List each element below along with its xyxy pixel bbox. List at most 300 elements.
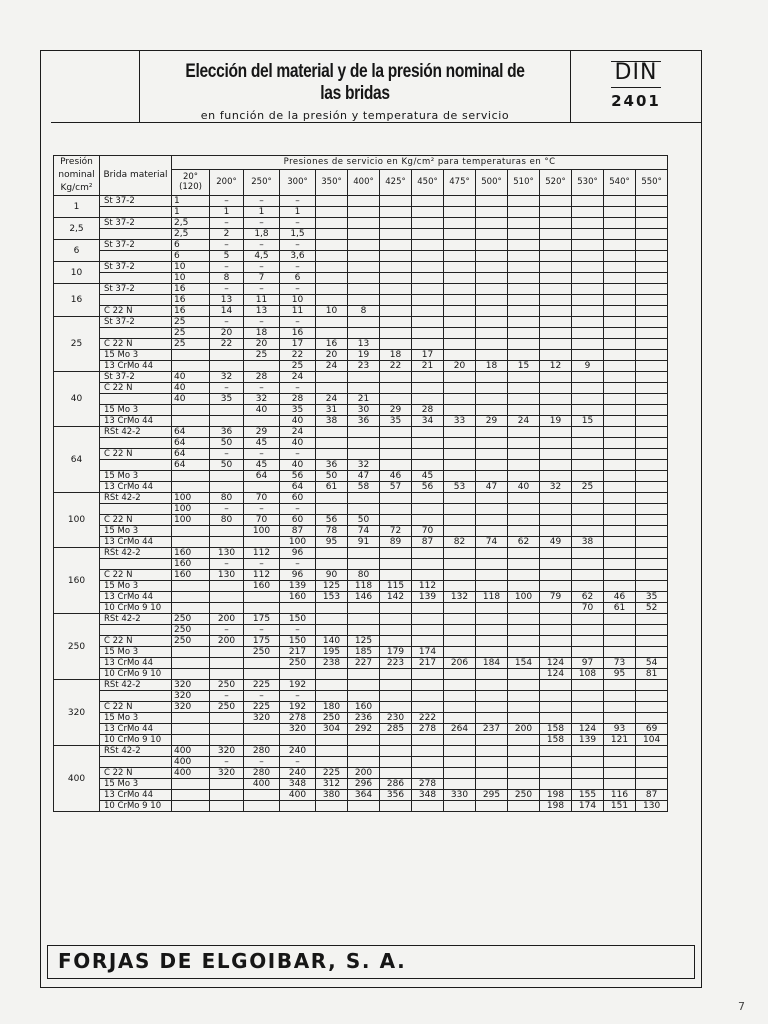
pressure-value-cell xyxy=(412,746,444,757)
pressure-value-cell xyxy=(280,801,316,812)
pressure-value-cell xyxy=(316,680,348,691)
pressure-value-cell xyxy=(476,625,508,636)
pressure-value-cell xyxy=(412,218,444,229)
material-cell: St 37-2 xyxy=(100,317,172,328)
pressure-value-cell xyxy=(508,460,540,471)
pressure-value-cell xyxy=(348,669,380,680)
pressure-value-cell xyxy=(444,801,476,812)
pressure-value-cell xyxy=(476,328,508,339)
pressure-value-cell xyxy=(508,614,540,625)
pressure-value-cell xyxy=(636,328,668,339)
pressure-value-cell xyxy=(508,779,540,790)
pressure-value-cell xyxy=(444,493,476,504)
pressure-value-cell: 64 xyxy=(280,482,316,493)
pressure-value-cell: 50 xyxy=(316,471,348,482)
pressure-value-cell: 79 xyxy=(540,592,572,603)
pressure-value-cell: 29 xyxy=(380,405,412,416)
pressure-value-cell xyxy=(508,438,540,449)
pressure-value-cell xyxy=(508,196,540,207)
pressure-value-cell xyxy=(604,471,636,482)
pressure-value-cell: 13 xyxy=(244,306,280,317)
pressure-value-cell xyxy=(636,702,668,713)
material-cell: RSt 42-2 xyxy=(100,548,172,559)
pressure-value-cell xyxy=(412,449,444,460)
table-row xyxy=(54,801,668,812)
pressure-value-cell xyxy=(604,768,636,779)
pressure-value-cell xyxy=(380,636,412,647)
pressure-value-cell xyxy=(540,196,572,207)
pressure-value-cell xyxy=(604,394,636,405)
pressure-value-cell xyxy=(604,405,636,416)
pressure-value-cell xyxy=(572,383,604,394)
pressure-value-cell: 28 xyxy=(280,394,316,405)
pressure-value-cell xyxy=(604,691,636,702)
pressure-value-cell: 400 xyxy=(244,779,280,790)
pressure-value-cell xyxy=(244,790,280,801)
pressure-value-cell xyxy=(348,218,380,229)
pressure-value-cell: 4,5 xyxy=(244,251,280,262)
pressure-value-cell xyxy=(508,504,540,515)
pressure-value-cell xyxy=(348,240,380,251)
pressure-value-cell: – xyxy=(244,449,280,460)
pressure-value-cell: 10 xyxy=(172,262,210,273)
pressure-value-cell xyxy=(508,493,540,504)
header-brida: Brida material xyxy=(100,156,172,196)
pressure-value-cell xyxy=(540,207,572,218)
pressure-value-cell xyxy=(604,416,636,427)
pressure-value-cell xyxy=(540,317,572,328)
pressure-value-cell xyxy=(604,537,636,548)
pressure-value-cell xyxy=(508,548,540,559)
pressure-value-cell xyxy=(572,405,604,416)
din-label: DIN xyxy=(614,60,658,85)
pressure-value-cell xyxy=(348,735,380,746)
pressure-value-cell xyxy=(508,262,540,273)
pressure-value-cell: 46 xyxy=(604,592,636,603)
pressure-value-cell xyxy=(572,779,604,790)
pressure-value-cell xyxy=(540,284,572,295)
pressure-value-cell xyxy=(172,471,210,482)
pressure-value-cell xyxy=(444,273,476,284)
temp-header-cell: 425° xyxy=(380,169,412,195)
pressure-value-cell: 320 xyxy=(172,702,210,713)
pressure-value-cell xyxy=(476,350,508,361)
pressure-value-cell xyxy=(636,779,668,790)
material-cell: St 37-2 xyxy=(100,240,172,251)
pressure-value-cell: 250 xyxy=(210,680,244,691)
pressure-value-cell xyxy=(604,295,636,306)
pressure-value-cell: 238 xyxy=(316,658,348,669)
pressure-value-cell xyxy=(316,240,348,251)
nominal-pressure-cell: 2,5 xyxy=(54,218,100,240)
pressure-value-cell xyxy=(476,427,508,438)
pressure-value-cell xyxy=(540,460,572,471)
pressure-value-cell: – xyxy=(280,559,316,570)
pressure-value-cell: 64 xyxy=(172,438,210,449)
pressure-value-cell: 320 xyxy=(172,680,210,691)
pressure-value-cell xyxy=(540,757,572,768)
temp-header-cell: 20° (120) xyxy=(172,169,210,195)
pressure-value-cell: 236 xyxy=(348,713,380,724)
pressure-value-cell: 70 xyxy=(412,526,444,537)
pressure-value-cell: 154 xyxy=(508,658,540,669)
pressure-value-cell: 97 xyxy=(572,658,604,669)
pressure-value-cell xyxy=(348,801,380,812)
pressure-value-cell xyxy=(540,713,572,724)
table-row xyxy=(54,746,668,757)
pressure-value-cell: 8 xyxy=(210,273,244,284)
pressure-value-cell xyxy=(636,394,668,405)
pressure-value-cell: 56 xyxy=(316,515,348,526)
pressure-value-cell: – xyxy=(244,240,280,251)
pressure-value-cell: 10 xyxy=(280,295,316,306)
pressure-value-cell xyxy=(540,328,572,339)
pressure-value-cell: – xyxy=(280,284,316,295)
pressure-value-cell xyxy=(444,691,476,702)
pressure-value-cell xyxy=(636,526,668,537)
pressure-value-cell: 151 xyxy=(604,801,636,812)
company-name: FORJAS DE ELGOIBAR, S. A. xyxy=(58,949,407,973)
pressure-value-cell: 80 xyxy=(348,570,380,581)
table-row xyxy=(54,438,668,449)
pressure-value-cell xyxy=(636,471,668,482)
material-cell: C 22 N xyxy=(100,768,172,779)
pressure-value-cell xyxy=(412,614,444,625)
pressure-value-cell xyxy=(210,482,244,493)
pressure-value-cell: 112 xyxy=(412,581,444,592)
pressure-value-cell xyxy=(572,757,604,768)
pressure-value-cell xyxy=(348,691,380,702)
pressure-value-cell xyxy=(604,559,636,570)
pressure-value-cell xyxy=(572,713,604,724)
pressure-value-cell xyxy=(348,614,380,625)
pressure-value-cell xyxy=(412,768,444,779)
pressure-value-cell: – xyxy=(210,625,244,636)
pressure-value-cell xyxy=(172,603,210,614)
pressure-value-cell: 158 xyxy=(540,724,572,735)
table-row xyxy=(54,482,668,493)
pressure-value-cell: 64 xyxy=(172,460,210,471)
pressure-value-cell: 72 xyxy=(380,526,412,537)
pressure-value-cell xyxy=(476,636,508,647)
page-mark: 7 xyxy=(738,1000,745,1013)
material-cell: St 37-2 xyxy=(100,372,172,383)
pressure-value-cell: 56 xyxy=(280,471,316,482)
pressure-value-cell xyxy=(572,768,604,779)
pressure-value-cell xyxy=(604,713,636,724)
pressure-value-cell: 223 xyxy=(380,658,412,669)
pressure-value-cell: – xyxy=(244,504,280,515)
pressure-value-cell xyxy=(508,306,540,317)
pressure-value-cell xyxy=(476,471,508,482)
table-row xyxy=(54,295,668,306)
pressure-value-cell xyxy=(636,482,668,493)
pressure-value-cell xyxy=(636,196,668,207)
pressure-value-cell: 36 xyxy=(316,460,348,471)
pressure-value-cell: 160 xyxy=(348,702,380,713)
pressure-value-cell xyxy=(604,207,636,218)
pressure-value-cell xyxy=(412,240,444,251)
material-cell: 13 CrMo 44 xyxy=(100,416,172,427)
pressure-value-cell: 38 xyxy=(572,537,604,548)
pressure-value-cell xyxy=(444,350,476,361)
pressure-value-cell xyxy=(412,801,444,812)
pressure-value-cell xyxy=(540,372,572,383)
pressure-value-cell: 8 xyxy=(348,306,380,317)
pressure-value-cell xyxy=(210,361,244,372)
table-row xyxy=(54,449,668,460)
pressure-value-cell xyxy=(636,548,668,559)
pressure-value-cell xyxy=(604,647,636,658)
temp-header-cell: 250° xyxy=(244,169,280,195)
pressure-value-cell xyxy=(508,394,540,405)
pressure-value-cell: 62 xyxy=(508,537,540,548)
pressure-value-cell: 200 xyxy=(348,768,380,779)
material-cell xyxy=(100,394,172,405)
pressure-value-cell: 280 xyxy=(244,746,280,757)
material-cell xyxy=(100,504,172,515)
pressure-value-cell xyxy=(476,284,508,295)
pressure-value-cell xyxy=(348,317,380,328)
pressure-value-cell: 19 xyxy=(348,350,380,361)
pressure-value-cell: 400 xyxy=(172,768,210,779)
table-row xyxy=(54,647,668,658)
pressure-value-cell xyxy=(316,625,348,636)
pressure-value-cell xyxy=(604,262,636,273)
pressure-value-cell xyxy=(508,273,540,284)
pressure-value-cell: 160 xyxy=(244,581,280,592)
pressure-value-cell xyxy=(210,350,244,361)
pressure-value-cell xyxy=(444,581,476,592)
pressure-value-cell xyxy=(540,427,572,438)
table-row xyxy=(54,339,668,350)
pressure-value-cell xyxy=(604,680,636,691)
pressure-value-cell xyxy=(210,735,244,746)
pressure-value-cell xyxy=(572,427,604,438)
pressure-value-cell xyxy=(380,207,412,218)
pressure-value-cell xyxy=(444,746,476,757)
table-row xyxy=(54,383,668,394)
pressure-value-cell: 70 xyxy=(244,493,280,504)
pressure-value-cell xyxy=(380,427,412,438)
pressure-value-cell: 25 xyxy=(280,361,316,372)
pressure-value-cell xyxy=(348,284,380,295)
pressure-value-cell xyxy=(572,229,604,240)
pressure-value-cell: 20 xyxy=(316,350,348,361)
pressure-value-cell xyxy=(572,196,604,207)
pressure-value-cell xyxy=(316,504,348,515)
material-cell xyxy=(100,559,172,570)
pressure-value-cell: 64 xyxy=(172,449,210,460)
temp-header-cell: 500° xyxy=(476,169,508,195)
pressure-value-cell xyxy=(412,196,444,207)
material-cell: 15 Mo 3 xyxy=(100,647,172,658)
pressure-value-cell: 121 xyxy=(604,735,636,746)
pressure-value-cell xyxy=(540,702,572,713)
pressure-value-cell xyxy=(636,493,668,504)
table-row xyxy=(54,680,668,691)
pressure-value-cell: 150 xyxy=(280,614,316,625)
pressure-value-cell: 58 xyxy=(348,482,380,493)
pressure-value-cell: 296 xyxy=(348,779,380,790)
pressure-value-cell xyxy=(316,757,348,768)
pressure-value-cell xyxy=(380,548,412,559)
pressure-value-cell: 16 xyxy=(172,306,210,317)
pressure-value-cell: 112 xyxy=(244,548,280,559)
pressure-value-cell: 278 xyxy=(412,779,444,790)
pressure-value-cell xyxy=(412,394,444,405)
pressure-value-cell xyxy=(172,537,210,548)
nominal-pressure-cell: 25 xyxy=(54,317,100,372)
pressure-value-cell xyxy=(316,251,348,262)
material-cell: 13 CrMo 44 xyxy=(100,537,172,548)
pressure-value-cell: 7 xyxy=(244,273,280,284)
pressure-value-cell xyxy=(412,570,444,581)
pressure-value-cell: – xyxy=(280,262,316,273)
pressure-value-cell: 155 xyxy=(572,790,604,801)
pressure-value-cell xyxy=(412,702,444,713)
pressure-value-cell xyxy=(172,416,210,427)
pressure-value-cell xyxy=(508,691,540,702)
pressure-value-cell: 139 xyxy=(280,581,316,592)
pressure-value-cell xyxy=(444,768,476,779)
pressure-value-cell xyxy=(540,273,572,284)
pressure-value-cell: 13 xyxy=(210,295,244,306)
pressure-value-cell xyxy=(316,614,348,625)
header xyxy=(51,51,701,123)
pressure-value-cell: 250 xyxy=(244,647,280,658)
pressure-value-cell xyxy=(444,251,476,262)
pressure-value-cell xyxy=(476,317,508,328)
pressure-value-cell xyxy=(636,295,668,306)
pressure-value-cell: 90 xyxy=(316,570,348,581)
pressure-value-cell xyxy=(508,229,540,240)
pressure-value-cell: 11 xyxy=(244,295,280,306)
pressure-value-cell xyxy=(476,196,508,207)
pressure-value-cell xyxy=(604,438,636,449)
pressure-value-cell: 118 xyxy=(348,581,380,592)
pressure-value-cell: 57 xyxy=(380,482,412,493)
pressure-value-cell: 35 xyxy=(636,592,668,603)
pressure-value-cell xyxy=(572,438,604,449)
pressure-value-cell xyxy=(380,691,412,702)
pressure-value-cell: 36 xyxy=(210,427,244,438)
pressure-value-cell: 61 xyxy=(604,603,636,614)
material-cell: 10 CrMo 9 10 xyxy=(100,603,172,614)
pressure-value-cell xyxy=(444,548,476,559)
pressure-value-cell: 240 xyxy=(280,768,316,779)
pressure-value-cell xyxy=(316,218,348,229)
pressure-value-cell: 17 xyxy=(412,350,444,361)
pressure-value-cell xyxy=(476,647,508,658)
pressure-value-cell xyxy=(348,262,380,273)
table-row xyxy=(54,526,668,537)
pressure-value-cell: 250 xyxy=(316,713,348,724)
pressure-value-cell xyxy=(604,251,636,262)
pressure-value-cell xyxy=(444,295,476,306)
pressure-value-cell: 250 xyxy=(280,658,316,669)
pressure-value-cell: 250 xyxy=(172,614,210,625)
material-cell: C 22 N xyxy=(100,636,172,647)
pressure-value-cell xyxy=(540,438,572,449)
pressure-value-cell xyxy=(412,669,444,680)
material-cell xyxy=(100,207,172,218)
pressure-value-cell xyxy=(412,515,444,526)
pressure-value-cell xyxy=(244,592,280,603)
pressure-value-cell xyxy=(444,328,476,339)
pressure-value-cell xyxy=(348,196,380,207)
temp-header-cell: 350° xyxy=(316,169,348,195)
pressure-value-cell: 31 xyxy=(316,405,348,416)
pressure-value-cell xyxy=(508,603,540,614)
pressure-value-cell: 52 xyxy=(636,603,668,614)
table-row xyxy=(54,361,668,372)
material-cell: C 22 N xyxy=(100,702,172,713)
table-row xyxy=(54,559,668,570)
table-row xyxy=(54,405,668,416)
pressure-value-cell: 47 xyxy=(476,482,508,493)
material-cell: 10 CrMo 9 10 xyxy=(100,801,172,812)
pressure-value-cell: 1 xyxy=(244,207,280,218)
pressure-value-cell xyxy=(636,559,668,570)
material-cell: 15 Mo 3 xyxy=(100,713,172,724)
pressure-value-cell xyxy=(508,471,540,482)
pressure-value-cell: 278 xyxy=(280,713,316,724)
pressure-value-cell xyxy=(508,449,540,460)
pressure-value-cell xyxy=(604,614,636,625)
pressure-value-cell: 286 xyxy=(380,779,412,790)
table-row xyxy=(54,460,668,471)
pressure-value-cell xyxy=(508,218,540,229)
pressure-value-cell xyxy=(508,669,540,680)
pressure-value-cell: 200 xyxy=(210,636,244,647)
pressure-value-cell xyxy=(244,537,280,548)
temp-header-cell: 550° xyxy=(636,169,668,195)
pressure-value-cell xyxy=(604,383,636,394)
pressure-value-cell: 47 xyxy=(348,471,380,482)
material-cell: C 22 N xyxy=(100,306,172,317)
pressure-value-cell: 95 xyxy=(604,669,636,680)
material-cell xyxy=(100,251,172,262)
pressure-value-cell: 24 xyxy=(316,361,348,372)
pressure-value-cell xyxy=(572,350,604,361)
pressure-value-cell xyxy=(572,504,604,515)
pressure-value-cell: 400 xyxy=(172,757,210,768)
pressure-value-cell xyxy=(380,757,412,768)
pressure-value-cell: 80 xyxy=(210,493,244,504)
table-row xyxy=(54,636,668,647)
pressure-value-cell xyxy=(476,460,508,471)
pressure-value-cell xyxy=(476,680,508,691)
pressure-value-cell: 100 xyxy=(172,504,210,515)
table-row xyxy=(54,273,668,284)
pressure-value-cell xyxy=(412,625,444,636)
table-row xyxy=(54,306,668,317)
pressure-value-cell xyxy=(604,702,636,713)
pressure-value-cell xyxy=(572,240,604,251)
pressure-value-cell: – xyxy=(244,284,280,295)
pressure-value-cell xyxy=(508,328,540,339)
pressure-value-cell xyxy=(412,383,444,394)
pressure-value-cell: 50 xyxy=(348,515,380,526)
pressure-value-cell xyxy=(380,383,412,394)
pressure-value-cell: 21 xyxy=(348,394,380,405)
pressure-value-cell: 175 xyxy=(244,614,280,625)
nominal-pressure-cell: 6 xyxy=(54,240,100,262)
pressure-value-cell: 200 xyxy=(508,724,540,735)
pressure-value-cell xyxy=(604,339,636,350)
pressure-value-cell: 100 xyxy=(172,493,210,504)
